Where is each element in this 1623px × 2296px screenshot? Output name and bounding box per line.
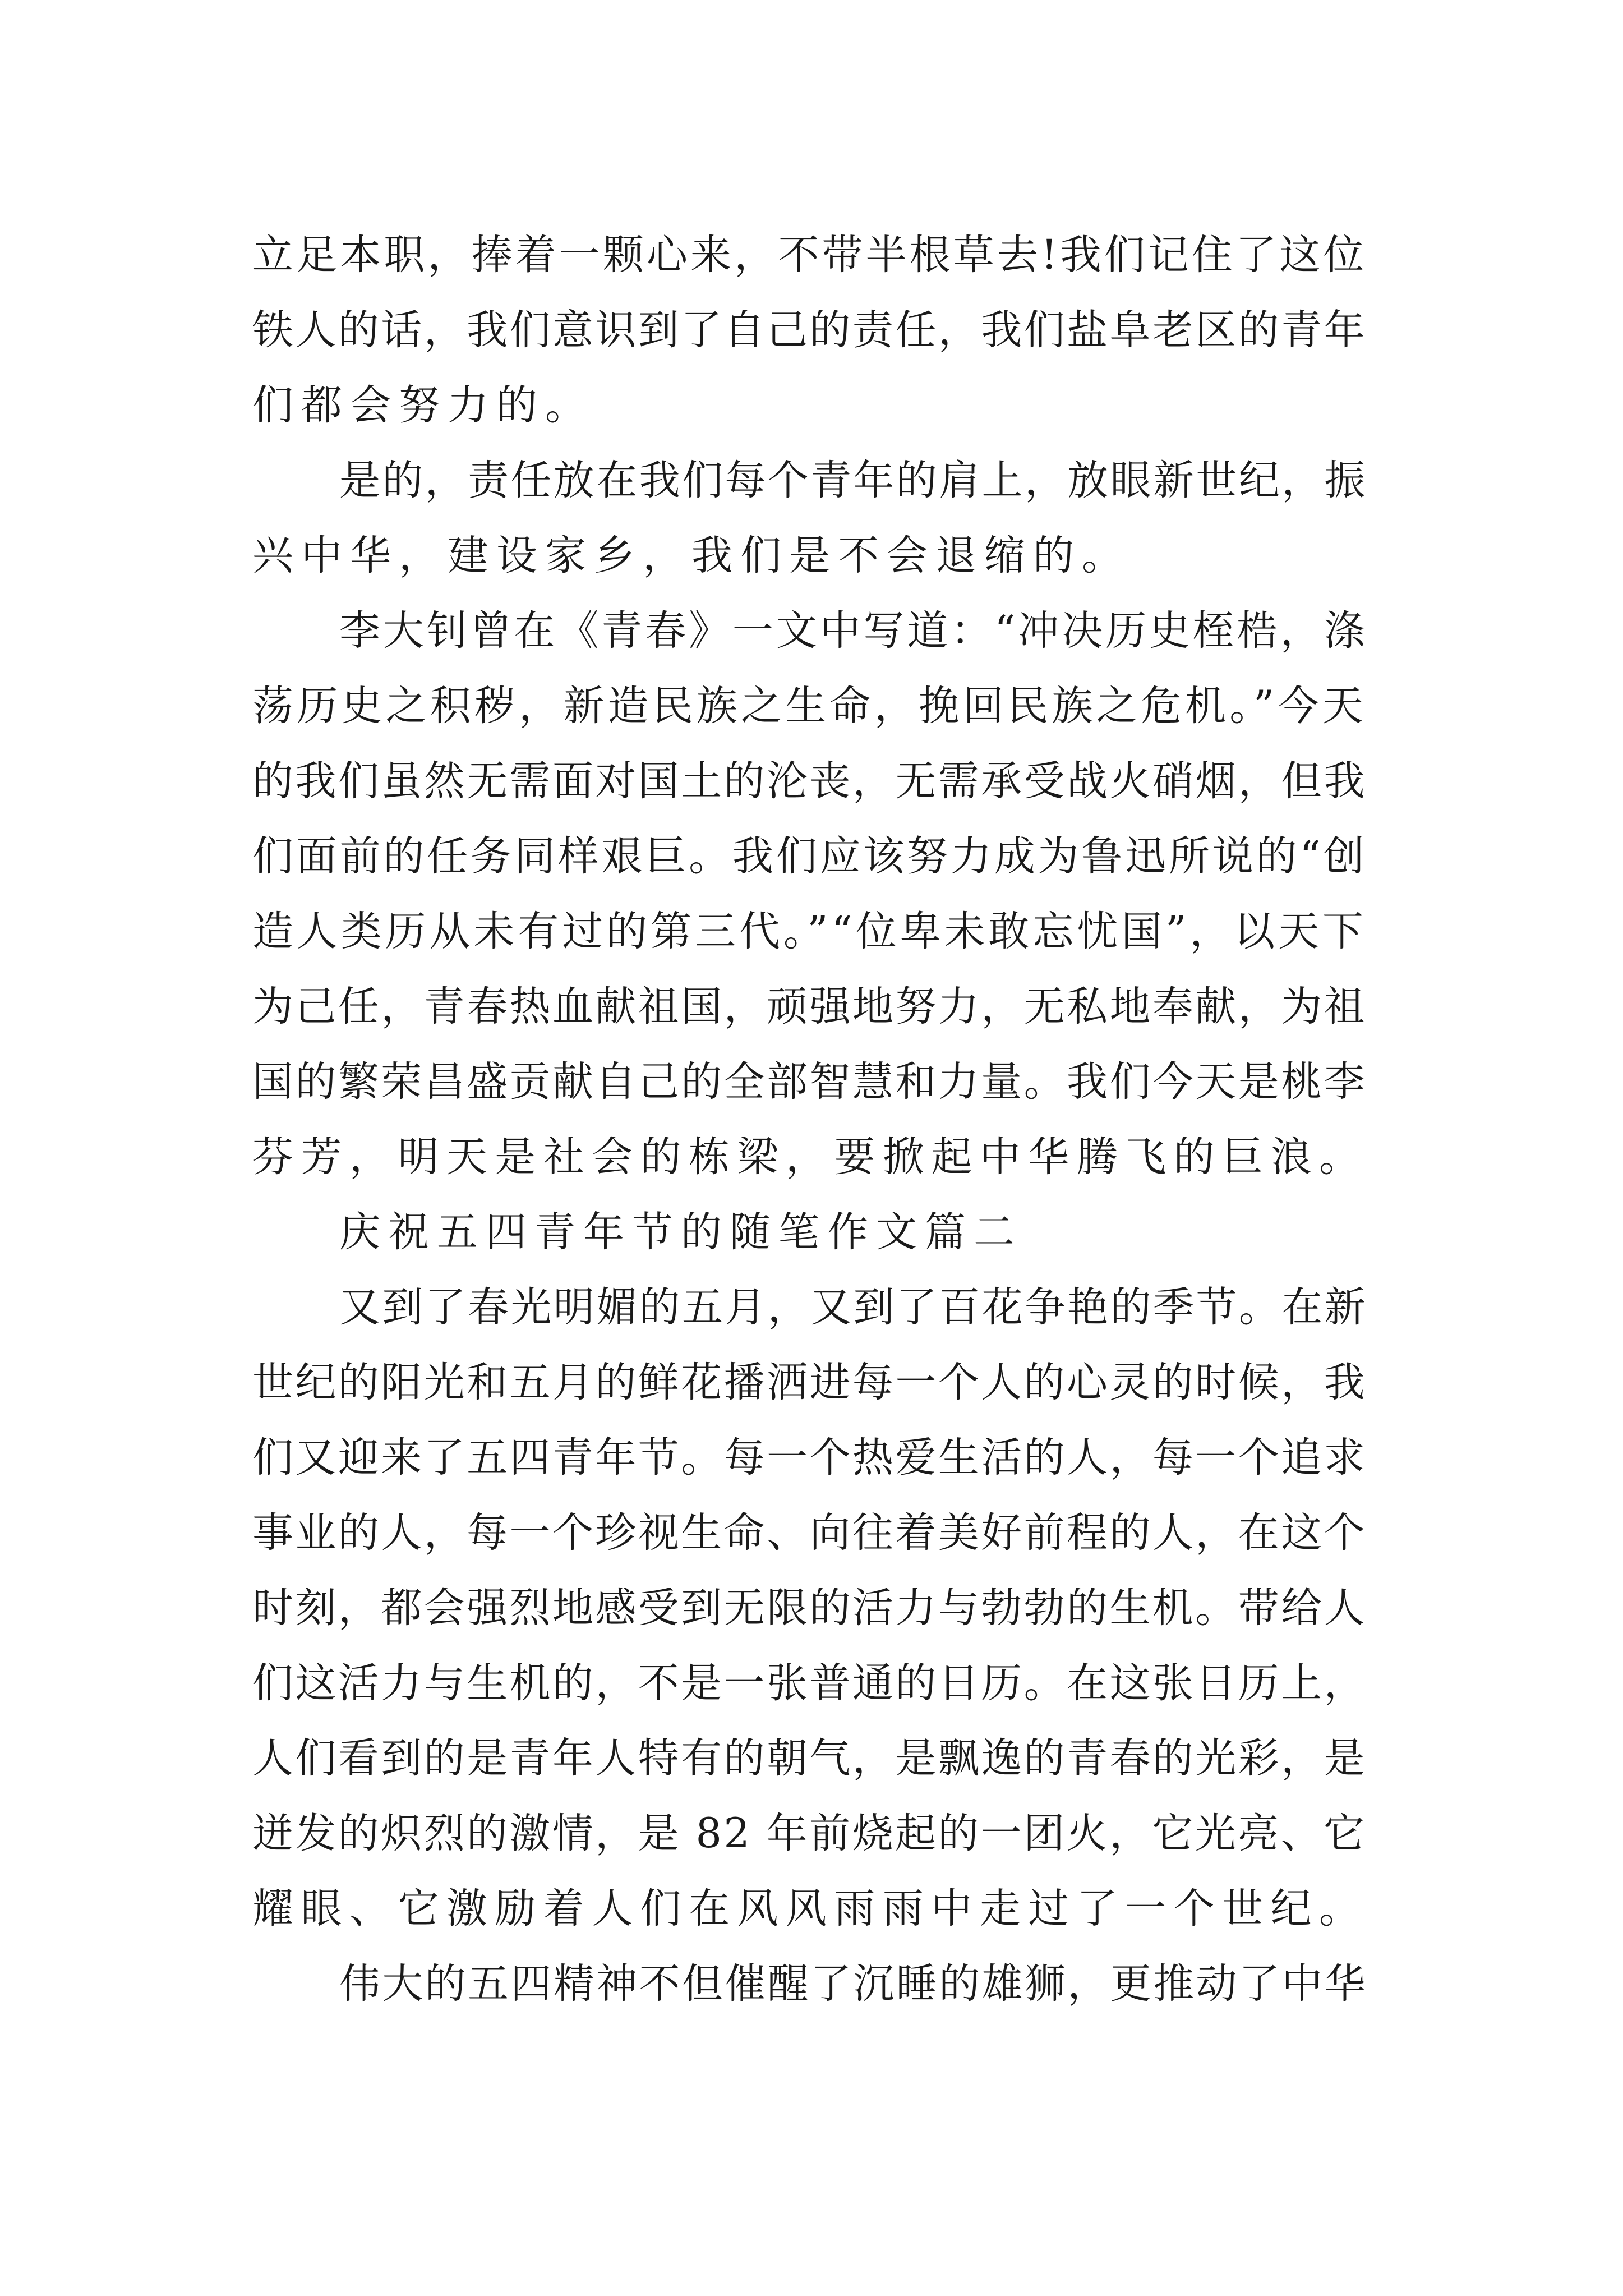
text-line: 人们看到的是青年人特有的朝气，是飘逸的青春的光彩，是 bbox=[252, 1734, 1367, 1782]
text-line: 李大钊曾在《青春》一文中写道：“冲决历史桎梏，涤 bbox=[339, 607, 1368, 655]
text-line: 是的，责任放在我们每个青年的肩上，放眼新世纪，振 bbox=[339, 457, 1367, 504]
text-line: 们面前的任务同样艰巨。我们应该努力成为鲁迅所说的“创 bbox=[252, 832, 1367, 880]
text-line: 铁人的话，我们意识到了自己的责任，我们盐阜老区的青年 bbox=[252, 306, 1367, 354]
text-line: 时刻，都会强烈地感受到无限的活力与勃勃的生机。带给人 bbox=[252, 1584, 1367, 1632]
text-line: 兴中华，建设家乡，我们是不会退缩的。 bbox=[252, 532, 1131, 579]
text-line: 立足本职，捧着一颗心来，不带半根草去!我们记住了这位 bbox=[252, 231, 1367, 279]
text-line: 荡历史之积秽，新造民族之生命，挽回民族之危机。”今天 bbox=[252, 682, 1367, 730]
text-line: 的我们虽然无需面对国土的沦丧，无需承受战火硝烟，但我 bbox=[252, 757, 1367, 805]
text-line: 又到了春光明媚的五月，又到了百花争艳的季节。在新 bbox=[339, 1283, 1367, 1331]
text-line: 造人类历从未有过的第三代。”“位卑未敢忘忧国”，以天下 bbox=[252, 908, 1367, 955]
body-text bbox=[252, 218, 1374, 2022]
text-line: 事业的人，每一个珍视生命、向往着美好前程的人，在这个 bbox=[252, 1509, 1367, 1557]
section-heading: 庆祝五四青年节的随笔作文篇二 bbox=[339, 1208, 1022, 1256]
text-line: 们又迎来了五四青年节。每一个热爱生活的人，每一个追求 bbox=[252, 1434, 1367, 1481]
text-line: 们这活力与生机的，不是一张普通的日历。在这张日历上， bbox=[252, 1659, 1367, 1707]
text-line: 为己任，青春热血献祖国，顽强地努力，无私地奉献，为祖 bbox=[252, 983, 1367, 1030]
text-line: 伟大的五四精神不但催醒了沉睡的雄狮，更推动了中华 bbox=[339, 1960, 1367, 2008]
text-line: 世纪的阳光和五月的鲜花播洒进每一个人的心灵的时候，我 bbox=[252, 1359, 1367, 1406]
text-line: 芬芳，明天是社会的栋梁，要掀起中华腾飞的巨浪。 bbox=[252, 1133, 1368, 1181]
text-line: 耀眼、它激励着人们在风风雨雨中走过了一个世纪。 bbox=[252, 1885, 1368, 1932]
text-line: 迸发的炽烈的激情，是 82 年前烧起的一团火，它光亮、它 bbox=[252, 1810, 1367, 1857]
text-line: 们都会努力的。 bbox=[252, 381, 594, 429]
text-line: 国的繁荣昌盛贡献自己的全部智慧和力量。我们今天是桃李 bbox=[252, 1058, 1367, 1106]
